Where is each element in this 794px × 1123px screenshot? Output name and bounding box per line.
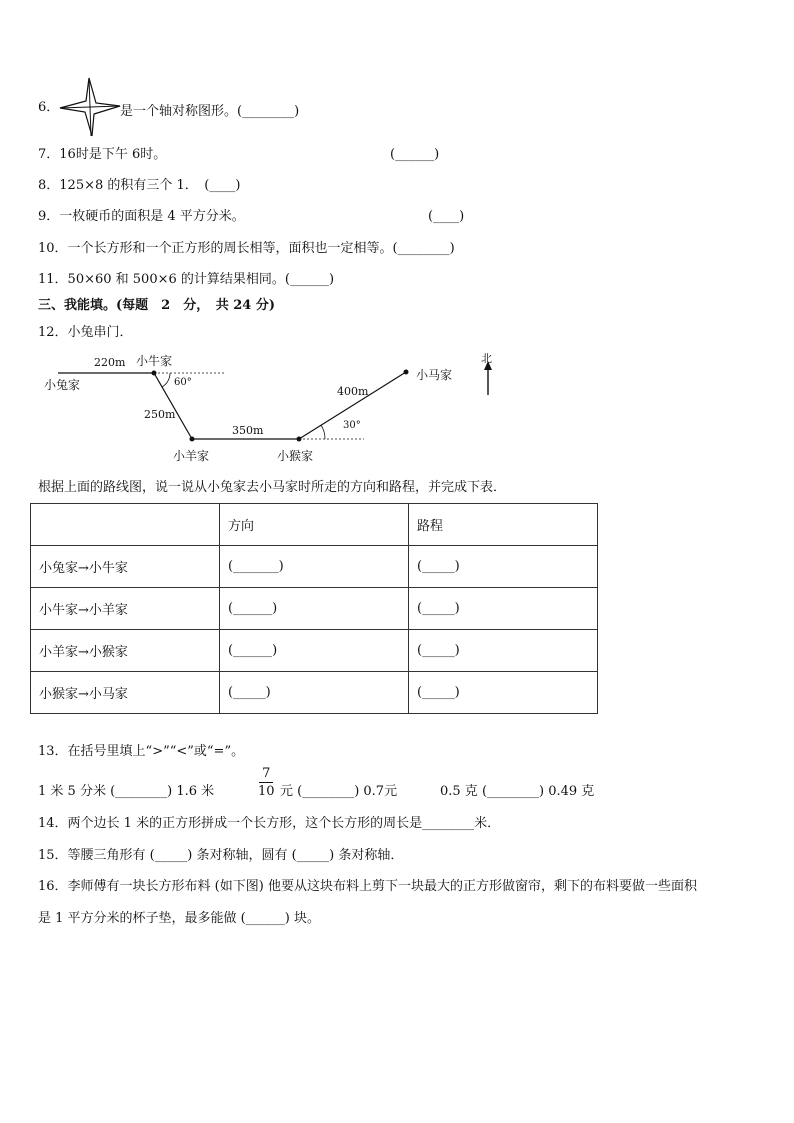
table-cell-distance-blank: (_____) (409, 546, 598, 588)
point-xiaoma (404, 370, 409, 375)
point-xiaoyang (190, 437, 195, 442)
label-xiaoma: 小马家 (416, 368, 453, 382)
distance-400: 400m (337, 385, 369, 398)
table-cell-direction-blank: (______) (220, 630, 409, 672)
table-cell-direction-blank: (_______) (220, 546, 409, 588)
fraction-numerator: 7 (262, 766, 271, 781)
table-cell-route: 小兔家→小牛家 (31, 546, 220, 588)
question-6-text: 是一个轴对称图形。(________) (120, 104, 300, 119)
table-cell-route: 小牛家→小羊家 (31, 588, 220, 630)
label-xiaotu: 小兔家 (44, 378, 81, 392)
label-xiaohou: 小猴家 (277, 449, 314, 463)
question-9-blank: (____) (428, 209, 465, 224)
table-row (31, 546, 598, 588)
table-header-row (31, 504, 598, 546)
table-cell-distance-blank: (_____) (409, 672, 598, 714)
question-12-instruction: 根据上面的路线图，说一说从小兔家去小马家时所走的方向和路程，并完成下表． (38, 480, 507, 495)
table-row (31, 588, 598, 630)
table-cell-direction-blank: (______) (220, 588, 409, 630)
route-table (30, 503, 598, 714)
angle-30: 30° (343, 420, 361, 431)
question-8: 8．125×8 的积有三个 1． (____) (38, 178, 241, 193)
table-header-distance: 路程 (409, 504, 598, 546)
fraction-denominator: 10 (258, 784, 275, 799)
star-figure-icon (58, 76, 122, 138)
question-7-blank: (______) (390, 147, 440, 162)
table-cell-distance-blank: (_____) (409, 588, 598, 630)
question-6 (38, 100, 59, 116)
label-xiaoyang: 小羊家 (173, 449, 210, 463)
distance-220: 220m (94, 356, 126, 369)
question-13-item-1: 1 米 5 分米 (________) 1.6 米 (38, 784, 215, 799)
angle-60: 60° (174, 377, 192, 388)
question-11: 11．50×60 和 500×6 的计算结果相同。(______) (38, 272, 335, 287)
question-15: 15．等腰三角形有 (_____) 条对称轴，圆有 (_____) 条对称轴． (38, 848, 404, 863)
table-header-cell (31, 504, 220, 546)
question-6-number: 6． (38, 100, 60, 115)
question-16-line-2: 是 1 平方分米的杯子垫，最多能做 (______) 块。 (38, 911, 320, 926)
section-3-title: 三、我能填。(每题 2 分， 共 24 分) (38, 298, 275, 313)
point-xiaoniu (152, 371, 157, 376)
question-13: 13．在括号里填上“>”“<”或“=”。 (38, 744, 245, 759)
table-cell-route: 小羊家→小猴家 (31, 630, 220, 672)
question-10: 10．一个长方形和一个正方形的周长相等，面积也一定相等。(________) (38, 241, 455, 256)
question-16-line-1: 16．李师傅有一块长方形布料 (如下图) 他要从这块布料上剪下一块最大的正方形做窗帘，剩下的布料要做一些面积 (38, 879, 697, 894)
table-row (31, 630, 598, 672)
question-7: 7．16时是下午 6时。 (38, 147, 167, 162)
question-14: 14．两个边长 1 米的正方形拼成一个长方形，这个长方形的周长是________米． (38, 816, 501, 831)
question-12: 12．小兔串门． (38, 325, 133, 340)
table-cell-route: 小猴家→小马家 (31, 672, 220, 714)
point-xiaohou (297, 437, 302, 442)
label-xiaoniu: 小牛家 (136, 354, 173, 368)
question-13-item-3: 0.5 克 (________) 0.49 克 (440, 784, 595, 799)
question-9: 9．一枚硬币的面积是 4 平方分米。 (38, 209, 245, 224)
table-row (31, 672, 598, 714)
table-cell-direction-blank: (_____) (220, 672, 409, 714)
table-cell-distance-blank: (_____) (409, 630, 598, 672)
north-label: 北 (481, 352, 492, 365)
table-header-direction: 方向 (220, 504, 409, 546)
distance-350: 350m (232, 424, 264, 437)
fraction-7-10 (258, 766, 275, 799)
question-13-item-2: 元 (________) 0.7元 (280, 784, 398, 799)
distance-250: 250m (144, 408, 176, 421)
